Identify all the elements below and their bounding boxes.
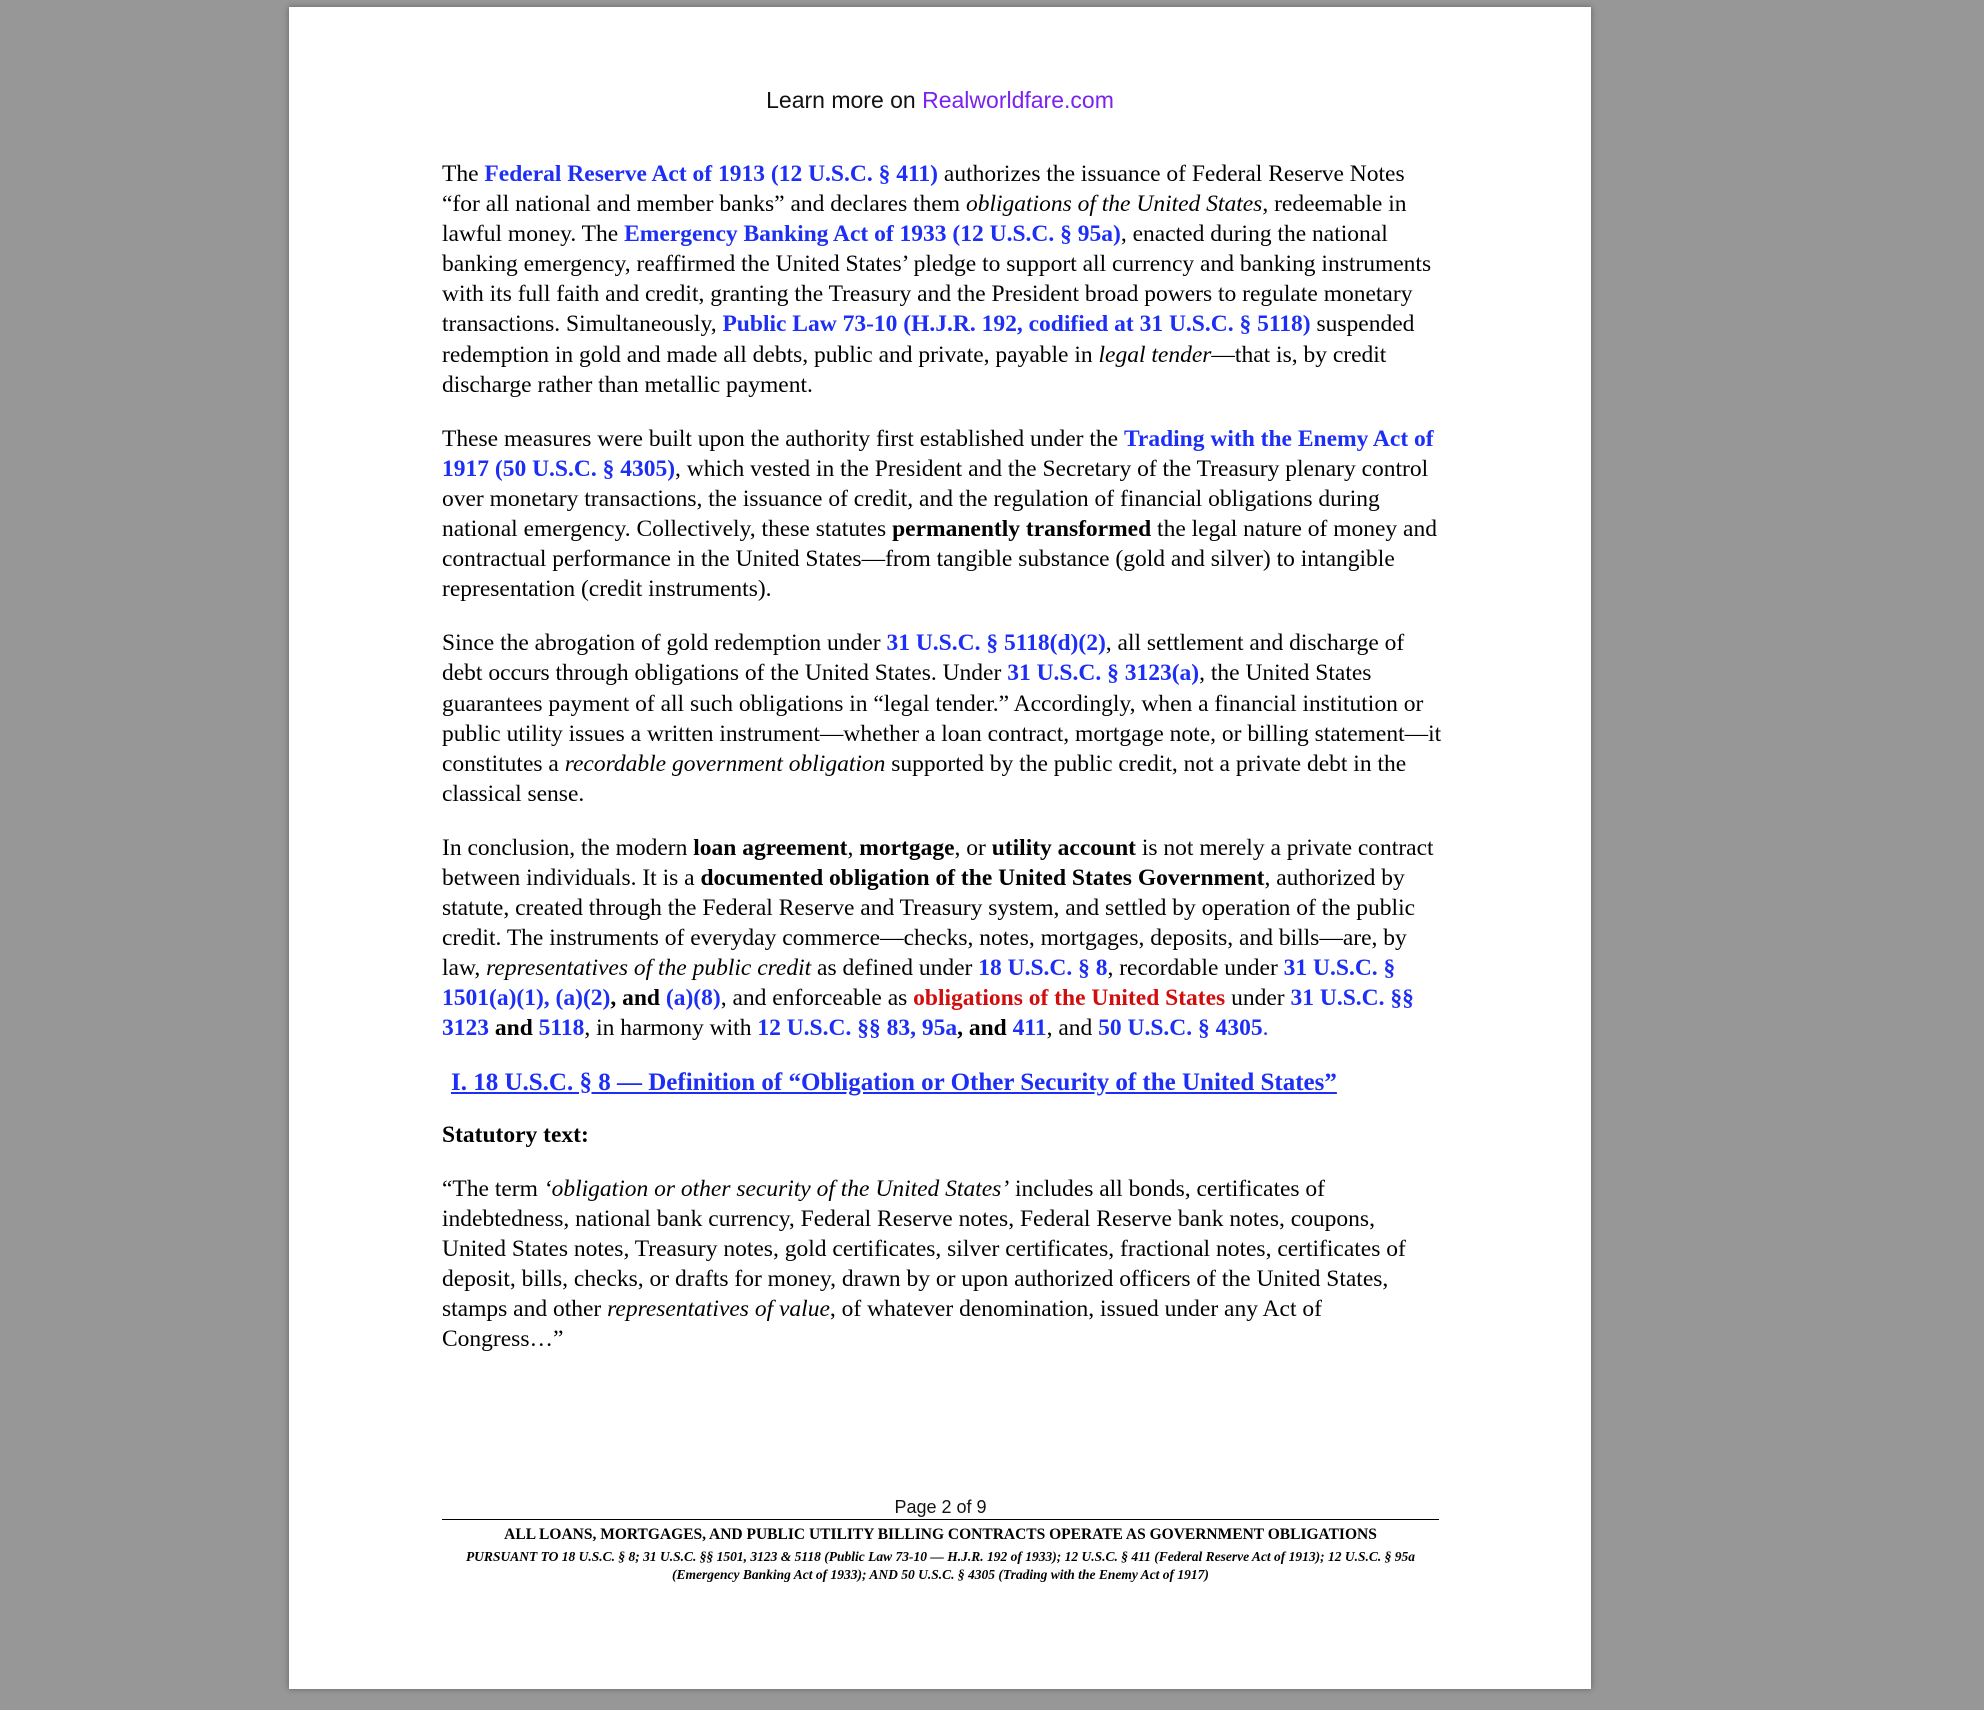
bold-run: loan agreement xyxy=(693,834,848,861)
document-body xyxy=(442,159,1442,1378)
text-run: supported by the public credit, not a private debt in the classical sense. xyxy=(442,750,1407,807)
paragraph-3 xyxy=(442,628,1442,809)
citation-18-usc-8[interactable]: 18 U.S.C. § 8 xyxy=(978,955,1108,982)
footer-divider xyxy=(442,1519,1439,1520)
bold-run: , and xyxy=(957,1015,1013,1042)
text-run: , in harmony with xyxy=(584,1015,758,1042)
header-prefix: Learn more on xyxy=(766,87,923,113)
text-run: , xyxy=(847,834,860,861)
text-run: authorizes the issuance of Federal Reserve Notes “for all national and member banks” and declares them xyxy=(442,161,1405,218)
citation-31-usc-3123-b[interactable]: 31 U.S.C. §§ 3123 xyxy=(442,985,1414,1042)
bold-run: documented obligation of the United States Government xyxy=(700,864,1265,891)
bold-run: , and xyxy=(610,985,666,1012)
text-run: , which vested in the President and the Secretary of the Treasury plenary control over monetary transactions, the issuance of credit, and the regulation of financial obligations during national emergency. Collectively, these statutes xyxy=(442,455,1429,543)
trailing-period: . xyxy=(1262,1015,1269,1042)
section-heading[interactable]: I. 18 U.S.C. § 8 — Definition of “Obligation or Other Security of the United States” xyxy=(451,1068,1337,1096)
text-run: includes all bonds, certificates of indebtedness, national bank currency, Federal Reserve notes, Federal Reserve bank notes, coupons, United States notes, Treasury notes, gold certificates, silver certificates, fractional notes, certificates of deposit, bills, checks, or drafts for money, drawn by or upon authorized officers of the United States, stamps and other xyxy=(442,1175,1406,1323)
text-run: , and xyxy=(1046,1015,1099,1042)
citation-31-usc-3123[interactable]: 31 U.S.C. § 3123(a) xyxy=(1007,660,1200,687)
citation-public-law-73-10[interactable]: Public Law 73-10 (H.J.R. 192, codified at 31 U.S.C. § 5118) xyxy=(722,311,1311,338)
document-page xyxy=(289,7,1591,1689)
citation-31-usc-5118[interactable]: 31 U.S.C. § 5118(d)(2) xyxy=(886,630,1106,657)
text-run: , and enforceable as xyxy=(720,985,914,1012)
text-run: as defined under xyxy=(811,955,979,982)
bold-run: utility account xyxy=(991,834,1136,861)
text-run: under xyxy=(1225,985,1291,1012)
text-run: , recordable under xyxy=(1107,955,1284,982)
citation-31-usc-1501[interactable]: 31 U.S.C. § 1501(a)(1), (a)(2) xyxy=(442,955,1396,1012)
citation-12-usc-83-95a[interactable]: 12 U.S.C. §§ 83, 95a xyxy=(757,1015,958,1042)
text-run: “The term xyxy=(442,1175,544,1202)
text-run: suspended redemption in gold and made all debts, public and private, payable in xyxy=(442,311,1415,368)
text-run: , all settlement and discharge of debt occurs through obligations of the United States. Under xyxy=(442,630,1405,687)
bold-run: mortgage xyxy=(859,834,955,861)
page-number: Page 2 of 9 xyxy=(894,1497,987,1517)
text-run: , of whatever denomination, issued under any Act of Congress…” xyxy=(442,1296,1322,1353)
italic-run: obligations of the United States xyxy=(965,191,1263,218)
text-run: , the United States guarantees payment of all such obligations in “legal tender.” Accordingly, when a financial institution or public utility issues a written instrument—whether a loan contract, mortgage note, or billing statement—it constitutes a xyxy=(442,660,1442,777)
text-run: , enacted during the national banking emergency, reaffirmed the United States’ pledge to support all currency and banking instruments with its full faith and credit, granting the Treasury and the President broad powers to regulate monetary transactions. Simultaneously, xyxy=(442,221,1432,338)
citation-emergency-banking-act[interactable]: Emergency Banking Act of 1933 (12 U.S.C. § 95a) xyxy=(624,221,1121,248)
text-run: is not merely a private contract between individuals. It is a xyxy=(442,834,1434,891)
bold-run: permanently transformed xyxy=(892,516,1152,543)
page-header xyxy=(289,87,1591,114)
citation-5118[interactable]: 5118 xyxy=(538,1015,585,1042)
paragraph-4 xyxy=(442,833,1442,1044)
italic-run: legal tender xyxy=(1098,341,1212,368)
text-run: —that is, by credit discharge rather than metallic payment. xyxy=(442,341,1387,398)
text-run: In conclusion, the modern xyxy=(442,834,694,861)
text-run: The xyxy=(442,161,485,187)
citation-31-usc-1501-a8[interactable]: (a)(8) xyxy=(665,985,721,1012)
text-run: , redeemable in lawful money. The xyxy=(442,191,1407,248)
site-link[interactable]: Realworldfare.com xyxy=(922,87,1114,113)
statutory-text-label: Statutory text: xyxy=(442,1121,589,1148)
text-run: Since the abrogation of gold redemption under xyxy=(442,630,887,657)
citation-trading-with-enemy-act[interactable]: Trading with the Enemy Act of 1917 (50 U.S.C. § 4305) xyxy=(442,425,1434,482)
paragraph-2 xyxy=(442,424,1442,605)
paragraph-1 xyxy=(442,159,1442,400)
page-footer xyxy=(442,1496,1439,1584)
text-run: , or xyxy=(954,834,992,861)
italic-run: representatives of the public credit xyxy=(486,955,812,982)
text-run: the legal nature of money and contractual performance in the United States—from tangible substance (gold and silver) to intangible representation (credit instruments). xyxy=(442,516,1437,603)
footer-subtitle: PURSUANT TO 18 U.S.C. § 8; 31 U.S.C. §§ 1501, 3123 & 5118 (Public Law 73-10 — H.J.R. 192 of 1933); 12 U.S.C. § 411 (Federal Reserve Act of 1913); 12 U.S.C. § 95a (Emergency Banking Act of 1933); AND 50 U.S.C. § 4305 (Trading with the Enemy Act of 1917) xyxy=(465,1549,1416,1582)
statutory-quote xyxy=(442,1174,1442,1355)
italic-run: recordable government obligation xyxy=(564,750,886,777)
footer-title: ALL LOANS, MORTGAGES, AND PUBLIC UTILITY BILLING CONTRACTS OPERATE AS GOVERNMENT OBLIGATIONS xyxy=(504,1526,1377,1543)
italic-run: representatives of value xyxy=(607,1296,830,1323)
emphasis-obligations: obligations of the United States xyxy=(913,985,1226,1012)
citation-411[interactable]: 411 xyxy=(1012,1015,1047,1042)
text-run: , authorized by statute, created through the Federal Reserve and Treasury system, and settled by operation of the public credit. The instruments of everyday commerce—checks, notes, mortgages, deposits, and bills—are, by law, xyxy=(442,864,1416,982)
italic-run: ‘obligation or other security of the United States’ xyxy=(543,1175,1010,1202)
bold-run: and xyxy=(489,1015,539,1042)
text-run: These measures were built upon the authority first established under the xyxy=(442,425,1124,452)
citation-federal-reserve-act[interactable]: Federal Reserve Act of 1913 (12 U.S.C. § 411) xyxy=(484,161,939,187)
citation-50-usc-4305[interactable]: 50 U.S.C. § 4305 xyxy=(1098,1015,1263,1042)
